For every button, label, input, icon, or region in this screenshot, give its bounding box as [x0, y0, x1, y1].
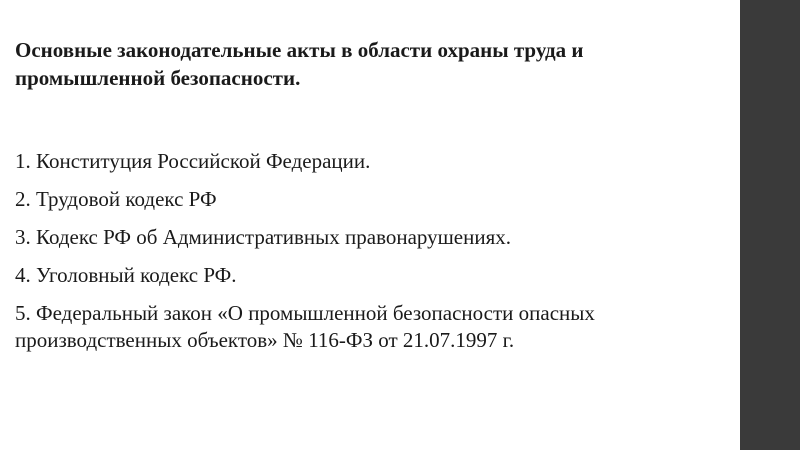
list-item-federal-law: 5. Федеральный закон «О промышленной безопасности опасных производственных объектов» № 116-ФЗ от 21.07.1997 г.: [15, 301, 595, 352]
list-item-criminal-code: 4. Уголовный кодекс РФ.: [15, 263, 237, 287]
side-bar: [740, 0, 800, 450]
list-item-administrative-code: 3. Кодекс РФ об Административных правонарушениях.: [15, 225, 512, 249]
legislation-list: [15, 148, 730, 365]
slide-title: Основные законодательные акты в области охраны труда и промышленной безопасности.: [15, 38, 584, 90]
list-item-constitution: 1. Конституция Российской Федерации.: [15, 149, 371, 173]
list-item-labor-code: 2. Трудовой кодекс РФ: [15, 187, 217, 211]
